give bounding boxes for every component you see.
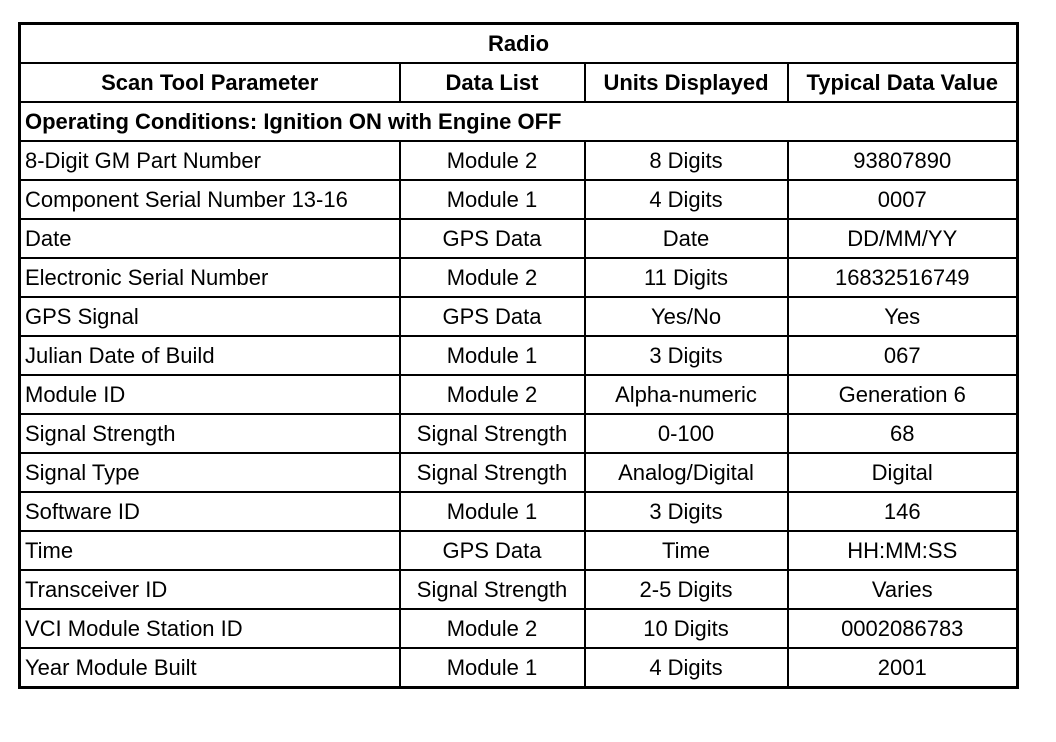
data-list-cell: Signal Strength [400,414,585,453]
typical-value-cell: 0007 [788,180,1018,219]
table-row [20,531,1018,570]
units-cell: 4 Digits [585,648,788,688]
table-row [20,414,1018,453]
typical-value-cell: Digital [788,453,1018,492]
typical-value-cell: 0002086783 [788,609,1018,648]
header-scan-tool-parameter: Scan Tool Parameter [20,63,400,102]
param-cell: GPS Signal [20,297,400,336]
table-row [20,492,1018,531]
param-cell: 8-Digit GM Part Number [20,141,400,180]
units-cell: 2-5 Digits [585,570,788,609]
param-cell: Module ID [20,375,400,414]
units-cell: 4 Digits [585,180,788,219]
table-row [20,219,1018,258]
data-list-cell: Module 2 [400,258,585,297]
table-row [20,258,1018,297]
table-title: Radio [20,24,1018,64]
units-cell: 8 Digits [585,141,788,180]
data-list-cell: Signal Strength [400,570,585,609]
param-cell: Signal Strength [20,414,400,453]
operating-conditions-label: Operating Conditions: Ignition ON with Engine OFF [20,102,1018,141]
typical-value-cell: 93807890 [788,141,1018,180]
table-row [20,648,1018,688]
units-cell: 0-100 [585,414,788,453]
data-list-cell: Module 2 [400,141,585,180]
table-row [20,180,1018,219]
typical-value-cell: 067 [788,336,1018,375]
units-cell: Yes/No [585,297,788,336]
param-cell: VCI Module Station ID [20,609,400,648]
data-list-cell: GPS Data [400,531,585,570]
typical-value-cell: 68 [788,414,1018,453]
table-row [20,141,1018,180]
units-cell: 11 Digits [585,258,788,297]
param-cell: Year Module Built [20,648,400,688]
param-cell: Date [20,219,400,258]
radio-data-table [18,22,1019,689]
units-cell: 10 Digits [585,609,788,648]
table-row [20,609,1018,648]
header-typical-data-value: Typical Data Value [788,63,1018,102]
data-list-cell: Module 2 [400,375,585,414]
data-list-cell: Module 1 [400,180,585,219]
table-row [20,375,1018,414]
param-cell: Signal Type [20,453,400,492]
typical-value-cell: Yes [788,297,1018,336]
table-title-row [20,24,1018,64]
typical-value-cell: 146 [788,492,1018,531]
data-list-cell: GPS Data [400,219,585,258]
operating-conditions-row [20,102,1018,141]
units-cell: Time [585,531,788,570]
data-list-cell: Module 1 [400,648,585,688]
data-list-cell: Signal Strength [400,453,585,492]
data-list-cell: Module 1 [400,492,585,531]
param-cell: Component Serial Number 13-16 [20,180,400,219]
typical-value-cell: 2001 [788,648,1018,688]
typical-value-cell: DD/MM/YY [788,219,1018,258]
units-cell: Alpha-numeric [585,375,788,414]
table-body [20,141,1018,688]
table-row [20,297,1018,336]
data-list-cell: GPS Data [400,297,585,336]
table-row [20,570,1018,609]
units-cell: 3 Digits [585,492,788,531]
units-cell: Date [585,219,788,258]
param-cell: Software ID [20,492,400,531]
typical-value-cell: Generation 6 [788,375,1018,414]
param-cell: Julian Date of Build [20,336,400,375]
param-cell: Electronic Serial Number [20,258,400,297]
data-list-cell: Module 2 [400,609,585,648]
typical-value-cell: Varies [788,570,1018,609]
data-list-cell: Module 1 [400,336,585,375]
header-units-displayed: Units Displayed [585,63,788,102]
table-row [20,453,1018,492]
units-cell: Analog/Digital [585,453,788,492]
header-data-list: Data List [400,63,585,102]
table-header-row [20,63,1018,102]
param-cell: Time [20,531,400,570]
units-cell: 3 Digits [585,336,788,375]
param-cell: Transceiver ID [20,570,400,609]
typical-value-cell: 16832516749 [788,258,1018,297]
table-row [20,336,1018,375]
typical-value-cell: HH:MM:SS [788,531,1018,570]
